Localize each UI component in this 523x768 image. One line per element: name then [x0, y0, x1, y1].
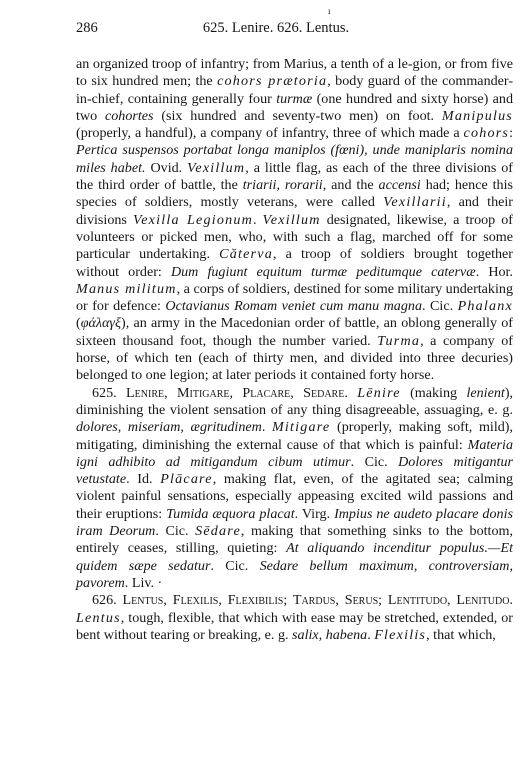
- text-run: , making flat, even, of the agitated sea; calming violent painful sensations, especially appeasing excited wild passions and their eruptions:: [76, 471, 513, 522]
- text-run: (properly, making soft, mild), mitigating, diminishing the external cause of that which is painful:: [76, 419, 514, 453]
- text-run: 626.: [92, 592, 123, 609]
- text-run: At aliquando incenditur populus.—Et quidem sæpe sedatur: [76, 540, 513, 574]
- text-run: Vexillum: [262, 211, 321, 228]
- text-run: Căterva: [219, 246, 273, 263]
- text-run: , and their divisions: [76, 194, 513, 228]
- text-run: Materia igni adhibito ad mitigandum cibum utimur: [76, 436, 513, 470]
- text-run: Octavianus Romam veniet cum manu magna: [165, 298, 422, 315]
- text-run: cohors prætoria: [217, 73, 328, 90]
- text-run: , tough, flexible, that which with ease may be stretched, extended, or bent without tearing or breaking, e. g.: [76, 609, 513, 643]
- text-run: Sedare bellum maximum, controversiam, pavorem: [76, 557, 513, 591]
- text-run: dolores, miseriam, ægritudinem: [76, 419, 262, 436]
- text-run: (six hundred and seventy-two men) on foot.: [153, 107, 442, 124]
- text-run: Phalanx: [457, 298, 513, 315]
- running-title: 625. Lenire. 626. Lentus.: [202, 20, 350, 36]
- text-run: , and the: [322, 177, 379, 194]
- text-run: Manipulus: [441, 107, 513, 124]
- text-run: (: [76, 315, 81, 332]
- page-body: [76, 56, 513, 644]
- text-run: .: [344, 384, 358, 401]
- text-run: triarii, rorarii: [242, 177, 323, 194]
- text-run: (making: [400, 384, 467, 401]
- text-run: Impius ne audeto placare donis iram Deorum: [76, 505, 513, 540]
- text-run: , making that something sinks to the bottom, entirely ceases, stilling, quieting:: [76, 523, 514, 557]
- text-run: . Cic.: [350, 453, 399, 470]
- text-run: Flexilis: [374, 626, 427, 643]
- text-run: Mitigare: [271, 419, 331, 436]
- text-run: . Virg.: [294, 505, 335, 522]
- text-run: Vexillarii: [383, 194, 447, 211]
- text-run: Lentus: [76, 609, 121, 626]
- text-run: .: [509, 592, 513, 609]
- text-run: (properly, a handful), a company of infantry, three of which made a: [76, 125, 464, 142]
- text-run: Lēnire: [357, 384, 401, 401]
- top-mark: ı: [328, 6, 331, 16]
- text-run: .: [367, 626, 375, 643]
- text-run: . Cic.: [210, 557, 260, 574]
- text-run: , a little flag, as each of the three divisions of the third order of battle, the: [76, 159, 514, 194]
- text-run: . Id.: [126, 471, 161, 488]
- text-run: Sēdare: [195, 523, 241, 540]
- text-run: cohors: [463, 125, 510, 142]
- text-run: , body guard of the commander-in-chief, containing generally four: [76, 73, 514, 107]
- text-run: , a corps of soldiers, destined for some military undertaking or for defence:: [76, 280, 513, 315]
- text-run: Vexilla Legionum: [132, 211, 253, 228]
- text-run: , that which,: [426, 626, 496, 643]
- text-run: .: [261, 419, 272, 436]
- text-run: (one hundred and sixty horse) and two: [76, 90, 513, 124]
- text-run: designated, likewise, a troop of volunteers or picked men, who, with such a flag, marched off for some particular undertaking.: [76, 211, 514, 263]
- text-run: Lenire, Mitigare, Placare, Sedare: [126, 384, 345, 401]
- page-number: 286: [76, 20, 98, 36]
- text-run: .: [252, 211, 263, 228]
- text-run: . Cic.: [422, 298, 458, 315]
- paragraph-military-units: [76, 56, 513, 385]
- text-run: Lentus, Flexilis, Flexibilis; Tardus, Serus; Lentitudo, Lenitudo: [122, 592, 510, 609]
- text-run: turmæ: [276, 90, 313, 107]
- text-run: salix, habena: [292, 626, 368, 643]
- text-run: Dum fugiunt equitum turmæ peditumque catervæ: [170, 263, 476, 280]
- text-run: accensi: [378, 177, 421, 194]
- text-run: lenient: [466, 384, 505, 401]
- text-run: Tumida æquora placat: [166, 505, 295, 522]
- text-run: Plācare: [160, 471, 213, 488]
- text-run: . Hor.: [475, 263, 513, 280]
- paragraph-626-lentus: [76, 592, 513, 644]
- text-run: Ovid.: [145, 159, 188, 176]
- text-run: Manus militum: [76, 280, 177, 297]
- text-run: , a company of horse, of which ten (each of thirty men, and divided into three decuries) belonged to one legion; at later periods it contained forty horse.: [76, 332, 513, 384]
- running-header: [76, 18, 476, 38]
- text-run: , a troop of soldiers brought together without order:: [76, 246, 513, 280]
- text-run: φάλαγξ: [80, 315, 121, 332]
- paragraph-625-lenire: [76, 385, 513, 593]
- text-run: had; hence this species of soldiers, mostly veterans, were called: [76, 177, 513, 211]
- text-run: :: [509, 125, 513, 142]
- text-run: Turma: [377, 332, 421, 349]
- text-run: . Cic.: [155, 523, 196, 540]
- text-run: ), diminishing the violent sensation of any thing disagreeable, assuaging, e. g.: [76, 384, 514, 418]
- text-run: 625.: [92, 384, 127, 401]
- text-run: Vexillum: [187, 159, 246, 176]
- text-run: ), an army in the Macedonian order of battle, an oblong generally of sixteen thousand foot, though the number varied.: [76, 315, 513, 349]
- text-run: cohortes: [104, 107, 154, 124]
- text-run: Dolores mitigantur vetustate: [76, 453, 513, 488]
- text-run: . Liv. ·: [124, 574, 163, 591]
- text-run: an organized troop of infantry; from Marius, a tenth of a le-gion, or from five to six hundred men; the: [76, 56, 513, 90]
- text-run: Pertica suspensos portabat longa maniplos (fœni), unde maniplaris nomina miles habet.: [76, 142, 513, 176]
